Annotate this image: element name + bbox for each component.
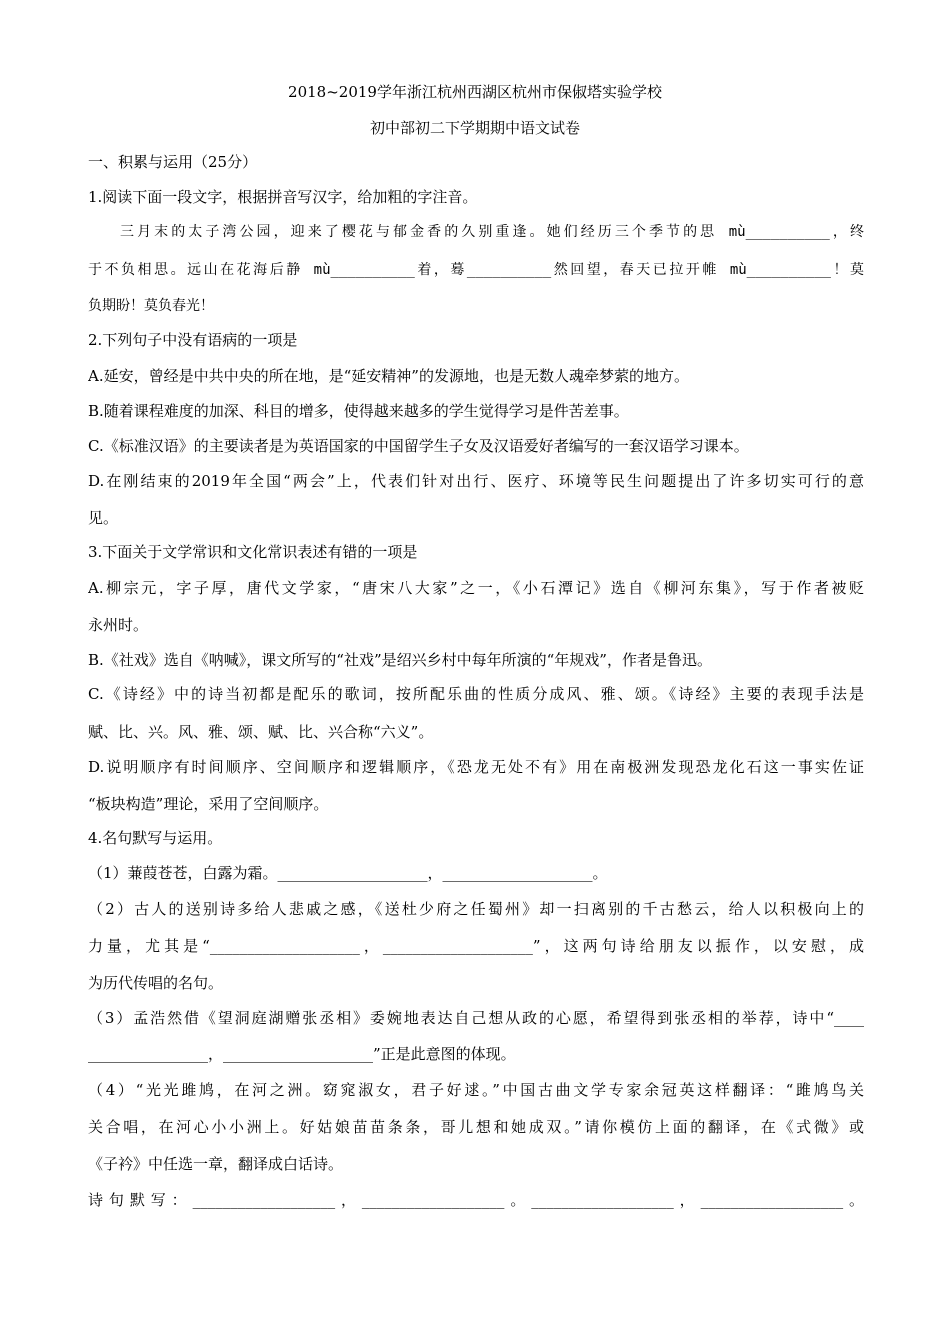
exam-title-line1: 2018~2019学年浙江杭州西湖区杭州市保俶塔实验学校 (288, 83, 662, 101)
option-c: C.《诗经》中的诗当初都是配乐的歌词，按所配乐曲的性质分成风、雅、颂。《诗经》主要的表现手法是 (88, 685, 864, 703)
question-3-prompt: 3.下面关于文学常识和文化常识表述有错的一项是 (88, 543, 418, 561)
option-c-continued: 赋、比、兴。风、雅、颂、赋、比、兴合称“六义”。 (88, 723, 434, 741)
option-d-continued: 见。 (88, 509, 119, 527)
sub-question-1: （1）蒹葭苍苍，白露为霜。____________________，____________________。 (88, 864, 608, 882)
sub-question-4-continued: 关合唱，在河心小小洲上。好姑娘苗苗条条，哥儿想和她成双。”请你模仿上面的翻译，在《式微》或 (88, 1118, 864, 1136)
sub-question-4: （4）“光光雎鸠，在河之洲。窈窕淑女，君子好逑。”中国古曲文学专家余冠英这样翻译：“雎鸠鸟关 (88, 1081, 864, 1099)
sub-question-4-continued: 《子衿》中任选一章，翻译成白话诗。 (88, 1155, 344, 1173)
question-1-prompt: 1.阅读下面一段文字，根据拼音写汉字，给加粗的字注音。 (88, 188, 478, 206)
option-d: D.在刚结束的2019年全国“两会”上，代表们针对出行、医疗、环境等民生问题提出了许多切实可行的意 (88, 472, 864, 490)
option-b: B.随着课程难度的加深、科目的增多，使得越来越多的学生觉得学习是件苦差事。 (88, 402, 629, 420)
passage-line: 负期盼！莫负春光！ (88, 298, 214, 314)
passage-line: 三月末的太子湾公园，迎来了樱花与郁金香的久别重逢。她们经历三个季节的思 mù__________，终 (120, 224, 864, 240)
option-a: A.延安，曾经是中共中央的所在地，是“延安精神”的发源地，也是无数人魂牵梦萦的地方。 (88, 367, 689, 385)
section-heading: 一、积累与运用（25分） (88, 153, 258, 171)
option-a-continued: 永州时。 (88, 616, 149, 634)
question-4-prompt: 4.名句默写与运用。 (88, 829, 223, 847)
poem-fill-in-line: 诗句默写：___________________，___________________。___________________，___________________。 (88, 1191, 864, 1209)
sub-question-2: （2）古人的送别诗多给人悲戚之感，《送杜少府之任蜀州》却一扫离别的千古愁云，给人以积极向上的 (88, 900, 864, 918)
question-2-prompt: 2.下列句子中没有语病的一项是 (88, 331, 298, 349)
sub-question-3-continued: ________________，____________________”正是此意图的体现。 (88, 1045, 516, 1063)
option-d: D.说明顺序有时间顺序、空间顺序和逻辑顺序，《恐龙无处不有》用在南极洲发现恐龙化石这一事实佐证 (88, 758, 864, 776)
sub-question-3: （3）孟浩然借《望洞庭湖赠张丞相》委婉地表达自己想从政的心愿，希望得到张丞相的举荐，诗中“____ (88, 1009, 864, 1027)
sub-question-2-continued: 为历代传唱的名句。 (88, 974, 224, 992)
option-c: C.《标准汉语》的主要读者是为英语国家的中国留学生子女及汉语爱好者编写的一套汉语学习课本。 (88, 437, 749, 455)
option-b: B.《社戏》选自《呐喊》，课文所写的“社戏”是绍兴乡村中每年所演的“年规戏”，作者是鲁迅。 (88, 651, 712, 669)
sub-question-2-continued: 力量，尤其是“____________________，____________________”，这两句诗给朋友以振作，以安慰，成 (88, 937, 864, 955)
option-a: A.柳宗元，字子厚，唐代文学家，“唐宋八大家”之一，《小石潭记》选自《柳河东集》，写于作者被贬 (88, 579, 864, 597)
passage-line: 于不负相思。远山在花海后静 mù__________着，蓦__________然回望，春天已拉开帷 mù__________！莫 (88, 262, 864, 278)
option-d-continued: “板块构造”理论，采用了空间顺序。 (88, 795, 329, 813)
exam-title-line2: 初中部初二下学期期中语文试卷 (369, 119, 580, 137)
